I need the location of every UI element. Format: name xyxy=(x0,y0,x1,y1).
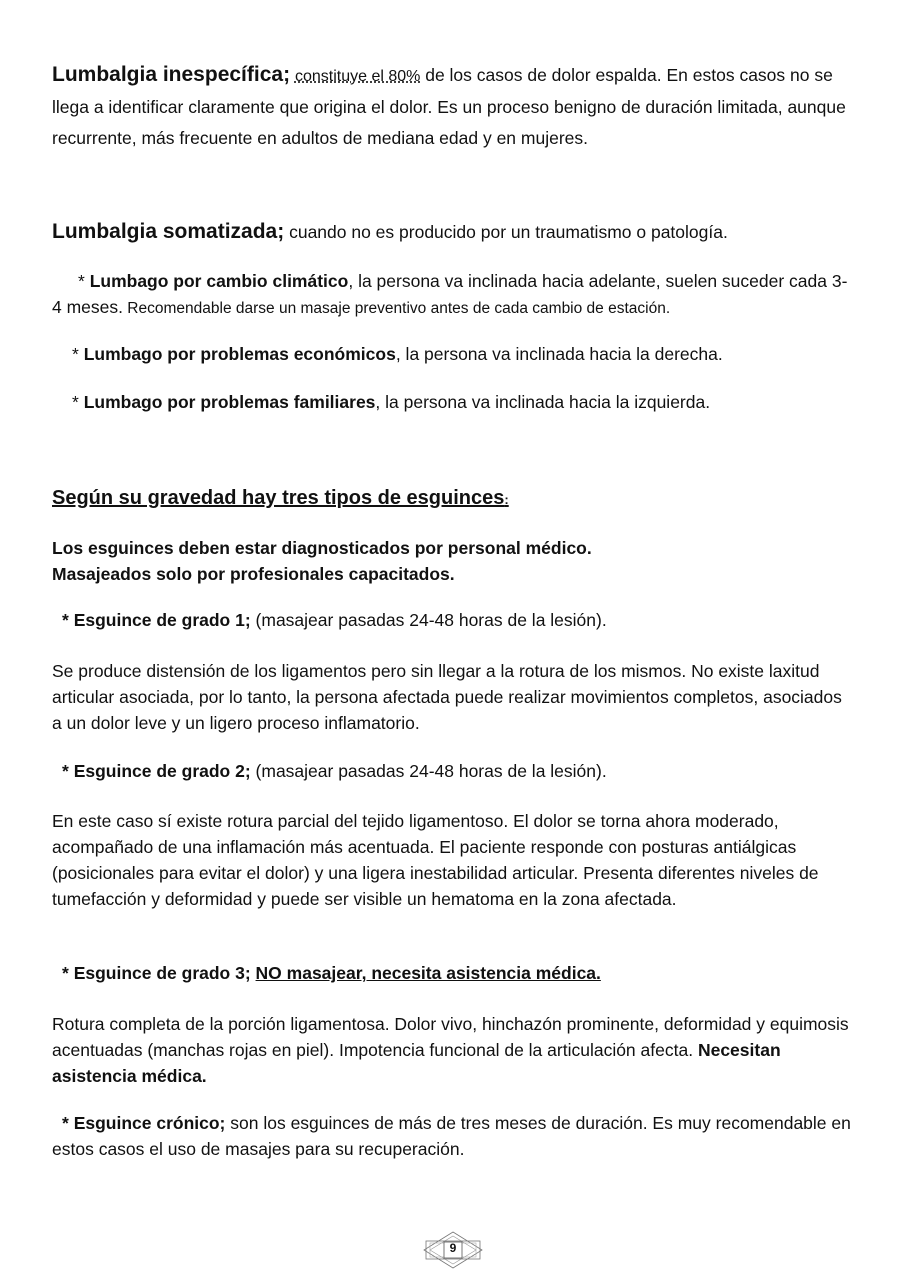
grado-2-title: Esguince de grado 2; xyxy=(73,761,251,781)
grado-1-title: Esguince de grado 1; xyxy=(73,610,251,630)
bullet-star: * xyxy=(62,963,69,983)
bullet-star: * xyxy=(72,392,79,412)
esguince-grado-3-title xyxy=(52,960,852,986)
heading-colon: : xyxy=(504,492,509,507)
lumbago-item-economicos xyxy=(52,341,852,367)
cronico-text: son los esguinces de más de tres meses de duración. Es muy recomendable en estos casos el uso de masajes para su recuperación. xyxy=(52,1113,851,1159)
paragraph-lumbalgia-inespecifica xyxy=(52,59,852,154)
grado-3-title: Esguince de grado 3; xyxy=(73,963,251,983)
warning-line-1: Los esguinces deben estar diagnosticados por personal médico. xyxy=(52,538,592,558)
bullet-star: * xyxy=(72,344,79,364)
grado-1-note: (masajear pasadas 24-48 horas de la lesión). xyxy=(250,610,607,630)
grado-3-description-bold: Necesitan asistencia médica. xyxy=(52,1040,781,1086)
heading-esguinces-label: Según su gravedad hay tres tipos de esguinces xyxy=(52,487,505,509)
paragraph-lumbalgia-somatizada xyxy=(52,218,852,246)
esguince-grado-1-title xyxy=(52,607,852,633)
esguince-cronico xyxy=(52,1110,852,1162)
grado-3-warning: NO masajear, necesita asistencia médica. xyxy=(255,963,601,983)
somatizada-text: cuando no es producido por un traumatismo o patología. xyxy=(284,222,728,242)
warning-line-2: Masajeados solo por profesionales capacitados. xyxy=(52,564,455,584)
grado-3-description: Rotura completa de la porción ligamentosa. Dolor vivo, hinchazón prominente, deformidad y equimosis acentuadas (manchas rojas en piel). Impotencia funcional de la articulación afecta. xyxy=(52,1014,849,1060)
bullet-star: * xyxy=(62,761,69,781)
grado-2-note: (masajear pasadas 24-48 horas de la lesión). xyxy=(250,761,607,781)
page-number: 9 xyxy=(449,1241,457,1255)
cronico-title: Esguince crónico; xyxy=(73,1113,226,1133)
lumbago-text-economicos: , la persona va inclinada hacia la derecha. xyxy=(395,344,723,364)
term-lumbalgia-inespecifica: Lumbalgia inespecífica; xyxy=(52,63,291,86)
esguince-grado-2-title xyxy=(52,758,852,784)
lumbago-text-climatico: , la persona va inclinada hacia adelante, suelen suceder cada 3-4 meses. xyxy=(52,271,848,317)
esguince-grado-1-text: Se produce distensión de los ligamentos pero sin llegar a la rotura de los mismos. No existe laxitud articular asociada, por lo tanto, la persona afectada puede realizar movimientos completos, asociados a un dolor leve y un ligero proceso inflamatorio. xyxy=(52,661,842,733)
lumbago-title-climatico: Lumbago por cambio climático xyxy=(89,271,349,291)
lumbago-text-familiares: , la persona va inclinada hacia la izquierda. xyxy=(375,392,711,412)
stat-80-percent: constituye el 80% xyxy=(294,68,421,85)
warning-diagnostico xyxy=(52,535,852,587)
lumbago-title-familiares: Lumbago por problemas familiares xyxy=(83,392,376,412)
heading-esguinces-text xyxy=(52,487,509,509)
bullet-star: * xyxy=(62,1113,69,1133)
esguince-grado-2-text: En este caso sí existe rotura parcial del tejido ligamentoso. El dolor se torna ahora moderado, acompañado de una inflamación más acentuada. El paciente responde con posturas antiálgicas (posicionales para evitar el dolor) y una ligera inestabilidad articular. Presenta diferentes niveles de tumefacción y deformidad y puede ser visible un hematoma en la zona afectada. xyxy=(52,811,819,909)
lumbago-title-economicos: Lumbago por problemas económicos xyxy=(83,344,396,364)
inespecifica-text: de los casos de dolor espalda. En estos casos no se llega a identificar claramente que origina el dolor. Es un proceso benigno de duración limitada, aunque recurrente, más frecuente en adultos de mediana edad y en mujeres. xyxy=(52,65,846,148)
page-number-badge xyxy=(422,1231,484,1269)
term-lumbalgia-somatizada: Lumbalgia somatizada; xyxy=(52,220,285,243)
lumbago-item-familiares xyxy=(52,389,852,415)
lumbago-item-climatico xyxy=(52,268,852,322)
section-heading-esguinces xyxy=(52,485,852,513)
bullet-star: * xyxy=(78,271,85,291)
bullet-star: * xyxy=(62,610,69,630)
esguince-grado-3-text xyxy=(52,1011,852,1089)
lumbago-note-climatico: Recomendable darse un masaje preventivo antes de cada cambio de estación. xyxy=(123,300,671,317)
